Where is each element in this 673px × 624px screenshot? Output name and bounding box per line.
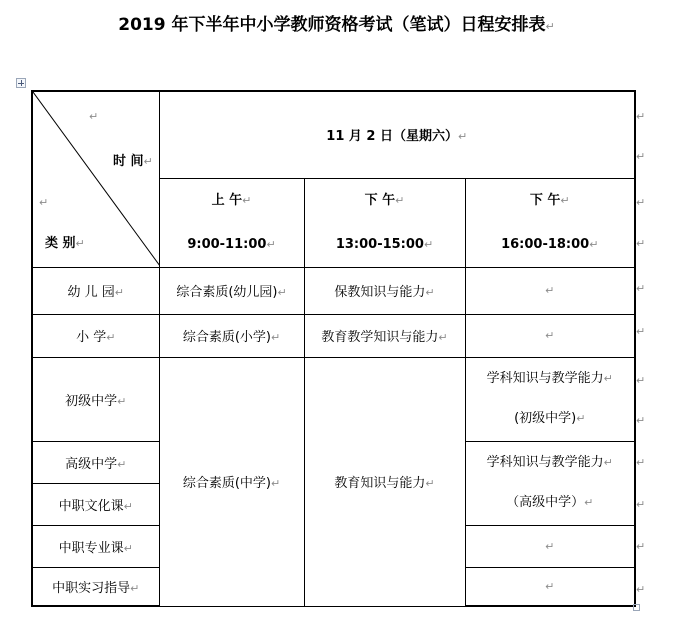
table-resize-handle-icon[interactable] <box>633 604 640 611</box>
empty-cell: ↵ <box>465 314 635 357</box>
slot-morning: 上 午↵ 9:00-11:00↵ <box>159 178 304 267</box>
row-end-mark: ↵ <box>636 583 646 596</box>
exam-cell-senior-subject: 学科知识与教学能力↵ （高级中学）↵ <box>465 441 635 525</box>
slot-time: 13:00-15:00 <box>335 236 424 252</box>
paragraph-mark: ↵ <box>39 196 49 209</box>
category-kindergarten: 幼 儿 园↵ <box>32 267 159 314</box>
slot-label: 上 午 <box>211 192 243 208</box>
category-vocational-culture: 中职文化课↵ <box>32 483 159 525</box>
category-label: 类 别↵ <box>45 236 85 251</box>
exam-cell-middle-2: 教育知识与能力↵ <box>304 357 465 606</box>
category-vocational-major: 中职专业课↵ <box>32 525 159 567</box>
page-title <box>0 10 673 35</box>
slot-label: 下 午 <box>364 192 396 208</box>
empty-cell: ↵ <box>465 567 635 606</box>
category-primary: 小 学↵ <box>32 314 159 357</box>
row-end-mark: ↵ <box>636 456 646 469</box>
category-junior: 初级中学↵ <box>32 357 159 441</box>
row-end-mark: ↵ <box>636 196 646 209</box>
table-row <box>32 267 635 314</box>
paragraph-mark: ↵ <box>89 110 99 123</box>
exam-cell: 综合素质(幼儿园)↵ <box>159 267 304 314</box>
time-label: 时 间↵ <box>113 154 153 169</box>
schedule-table <box>31 90 636 607</box>
row-end-mark: ↵ <box>636 374 646 387</box>
exam-cell-junior-subject: 学科知识与教学能力↵ (初级中学)↵ <box>465 357 635 441</box>
exam-cell: 教育教学知识与能力↵ <box>304 314 465 357</box>
date-header: 11 月 2 日（星期六）↵ <box>159 91 635 178</box>
exam-cell-middle-1: 综合素质(中学)↵ <box>159 357 304 606</box>
table-move-handle-icon[interactable] <box>16 78 26 88</box>
empty-cell: ↵ <box>465 525 635 567</box>
row-end-mark: ↵ <box>636 150 646 163</box>
category-senior: 高级中学↵ <box>32 441 159 483</box>
empty-cell: ↵ <box>465 267 635 314</box>
slot-afternoon-1: 下 午↵ 13:00-15:00↵ <box>304 178 465 267</box>
row-end-mark: ↵ <box>636 414 646 427</box>
table-row <box>32 314 635 357</box>
table-row <box>32 357 635 441</box>
row-end-mark: ↵ <box>636 282 646 295</box>
row-end-mark: ↵ <box>636 110 646 123</box>
paragraph-mark: ↵ <box>545 20 555 33</box>
slot-time: 16:00-18:00 <box>501 236 590 252</box>
header-corner-cell <box>32 91 159 267</box>
category-vocational-practice: 中职实习指导↵ <box>32 567 159 606</box>
row-end-mark: ↵ <box>636 498 646 511</box>
date-text: 11 月 2 日（星期六） <box>326 129 458 145</box>
slot-label: 下 午 <box>529 192 561 208</box>
page-title-text: 2019 年下半年中小学教师资格考试（笔试）日程安排表 <box>118 15 546 35</box>
exam-cell: 综合素质(小学)↵ <box>159 314 304 357</box>
row-end-mark: ↵ <box>636 540 646 553</box>
slot-time: 9:00-11:00 <box>187 236 267 252</box>
slot-afternoon-2: 下 午↵ 16:00-18:00↵ <box>465 178 635 267</box>
row-end-mark: ↵ <box>636 325 646 338</box>
row-end-mark: ↵ <box>636 237 646 250</box>
exam-cell: 保教知识与能力↵ <box>304 267 465 314</box>
